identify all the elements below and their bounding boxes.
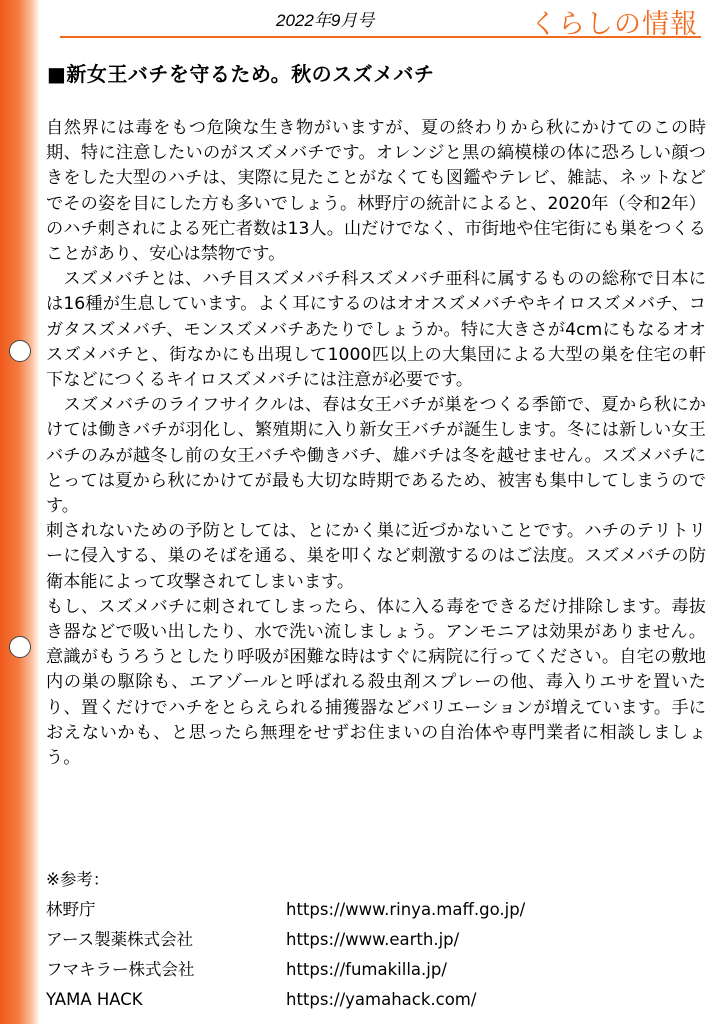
issue-date: 2022年9月号 (276, 11, 375, 30)
paragraph: 自然界には毒をもつ危険な生き物がいますが、夏の終わりから秋にかけてのこの時期、特に注意したいのがスズメバチです。オレンジと黒の縞模様の体に恐ろしい顔つきをした大型のハチは、実際に見たことがなくても図鑑やテレビ、雑誌、ネットなどでその姿を目にした方も多いでしょう。林野庁の統計によると、2020年（令和2年）のハチ刺されによる死亡者数は13人。山だけでなく、市街地や住宅街にも巣をつくることがあり、安心は禁物です。 (46, 118, 706, 265)
reference-name: フマキラー株式会社 (46, 960, 195, 979)
reference-link[interactable]: https://yamahack.com/ (286, 990, 477, 1009)
paragraph: スズメバチとは、ハチ目スズメバチ科スズメバチ亜科に属するものの総称で日本には16種が生息しています。よく耳にするのはオオスズメバチやキイロスズメバチ、コガタスズメバチ、モンスズメバチあたりでしょうか。特に大きさが4cmにもなるオオスズメバチと、街なかにも出現して1000匹以上の大集団による大型の巣を住宅の軒下などにつくるキイロスズメバチには注意が必要です。 (46, 269, 706, 391)
reference-name: YAMA HACK (46, 990, 143, 1009)
article-body (46, 116, 706, 771)
reference-row (46, 895, 706, 925)
paragraph: 刺されないための予防としては、とにかく巣に近づかないことです。ハチのテリトリーに侵入する、巣のそばを通る、巣を叩くなど刺激するのはご法度。スズメバチの防衛本能によって攻撃されてしまいます。 (46, 521, 706, 592)
reference-name: 林野庁 (46, 900, 96, 919)
paragraph: スズメバチのライフサイクルは、春は女王バチが巣をつくる季節で、夏から秋にかけては働きバチが羽化し、繁殖期に入り新女王バチが誕生します。冬には新しい女王バチのみが越冬し前の女王バチや働きバチ、雄バチは冬を越せません。スズメバチにとっては夏から秋にかけてが最も大切な時期であるため、被害も集中してしまうのです。 (46, 395, 706, 517)
reference-name: アース製薬株式会社 (46, 930, 194, 949)
header-divider (60, 36, 701, 38)
binder-hole-bottom (9, 636, 31, 658)
reference-row (46, 925, 706, 955)
paragraph: もし、スズメバチに刺されてしまったら、体に入る毒をできるだけ排除します。毒抜き器などで吸い出したり、水で洗い流しましょう。アンモニアは効果がありません。意識がもうろうとしたり呼吸が困難な時はすぐに病院に行ってください。自宅の敷地内の巣の駆除も、エアゾールと呼ばれる殺虫剤スプレーの他、毒入りエサを置いたり、置くだけでハチをとらえられる捕獲器などバリエーションが増えています。手におえないかも、と思ったら無理をせずお住まいの自治体や専門業者に相談しましょう。 (46, 596, 706, 769)
binder-hole-top (9, 340, 31, 362)
reference-row (46, 985, 706, 1015)
reference-link[interactable]: https://fumakilla.jp/ (286, 960, 447, 979)
references (46, 865, 706, 1015)
page-title: くらしの情報 (530, 9, 698, 40)
left-orange-band (0, 0, 40, 1024)
references-label: ※参考： (46, 870, 110, 889)
reference-link[interactable]: https://www.earth.jp/ (286, 930, 460, 949)
reference-row (46, 955, 706, 985)
article-headline: ■新女王バチを守るため。秋のスズメバチ (47, 62, 435, 86)
reference-link[interactable]: https://www.rinya.maff.go.jp/ (286, 900, 526, 919)
